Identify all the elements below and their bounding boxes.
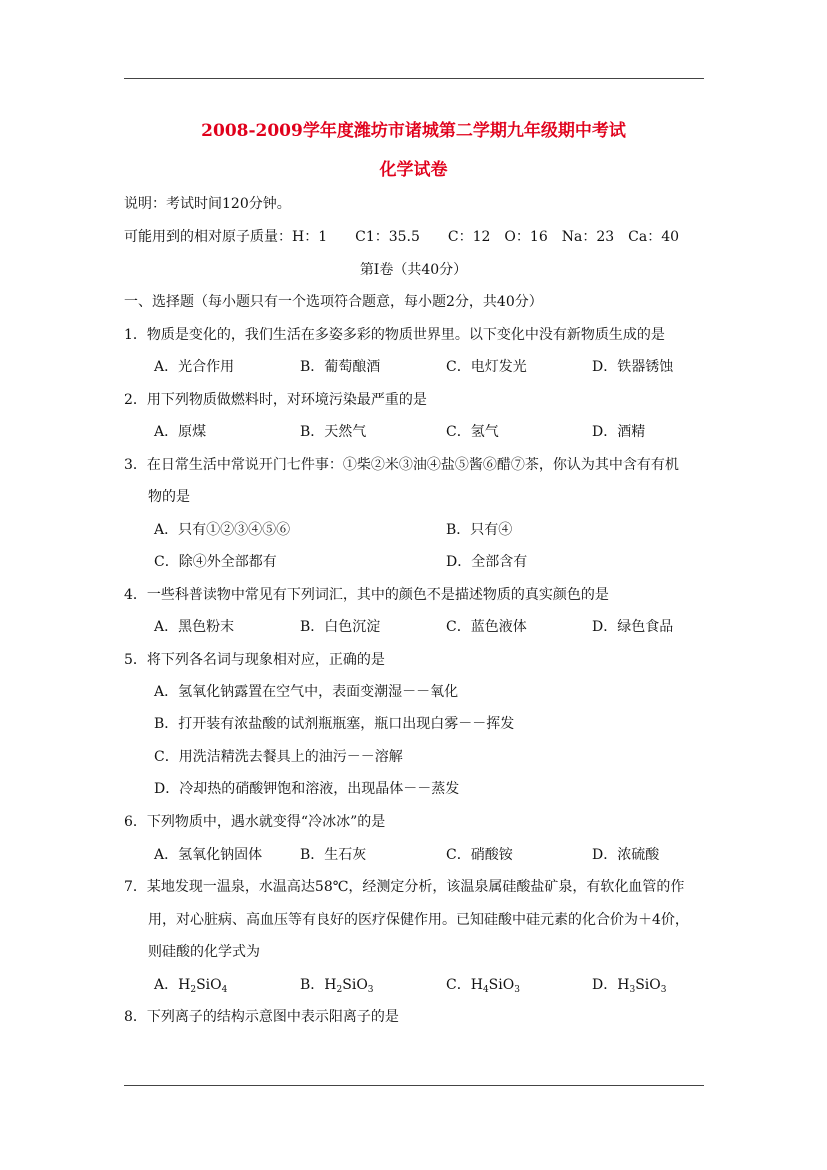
question-5-option-c: C．用洗洁精洗去餐具上的油污－－溶解: [154, 749, 403, 765]
question-4-option-c: C．蓝色液体: [446, 619, 527, 635]
subscript: 3: [660, 985, 667, 995]
question-3-option-d: D．全部含有: [446, 554, 528, 570]
question-6-option-a: A．氢氧化钠固体: [154, 847, 263, 863]
question-7-option-d: [592, 974, 666, 994]
question-6-option-b: B．生石灰: [300, 847, 367, 863]
question-4-option-b: B．白色沉淀: [300, 619, 381, 635]
header-rule: [124, 78, 704, 79]
formula-part: SiO: [196, 977, 222, 993]
question-6-option-c: C．硝酸铵: [446, 847, 513, 863]
formula-part: H: [470, 977, 483, 993]
question-1-option-d: D．铁器锈蚀: [592, 359, 674, 375]
question-3-option-c: C．除④外全部都有: [154, 554, 277, 570]
question-2-option-a: A．原煤: [154, 424, 207, 440]
option-label: C．: [446, 977, 471, 993]
subscript: 4: [482, 985, 489, 995]
subscript: 3: [629, 985, 636, 995]
question-7-stem-line-2: 用，对心脏病、高血压等有良好的医疗保健作用。已知硅酸中硅元素的化合价为＋4价，: [148, 912, 689, 928]
formula-part: H: [178, 977, 191, 993]
option-label: A．: [154, 977, 179, 993]
question-4-option-d: D．绿色食品: [592, 619, 674, 635]
question-7-option-a: [154, 974, 227, 994]
subscript: 4: [221, 985, 228, 995]
option-label: B．: [300, 977, 325, 993]
exam-note: 说明：考试时间120分钟。: [124, 196, 291, 212]
question-7-stem-line-1: 7．某地发现一温泉，水温高达58℃，经测定分析，该温泉属硅酸盐矿泉，有软化血管的作: [124, 879, 685, 895]
atomic-masses: 可能用到的相对原子质量：H：1 C1：35.5 C：12 O：16 Na：23 Ca：40: [124, 229, 680, 245]
part-heading: 一、选择题（每小题只有一个选项符合题意，每小题2分，共40分）: [124, 294, 543, 310]
question-7-option-b: [300, 974, 374, 994]
question-6-option-d: D．浓硫酸: [592, 847, 660, 863]
footer-rule: [124, 1085, 704, 1086]
exam-subtitle: 化学试卷: [379, 160, 448, 180]
question-1-option-a: A．光合作用: [154, 359, 235, 375]
question-2-stem: 2．用下列物质做燃料时，对环境污染最严重的是: [124, 392, 427, 408]
subscript: 2: [336, 985, 343, 995]
formula-part: SiO: [488, 977, 515, 993]
formula-part: H: [617, 977, 630, 993]
subscript: 3: [514, 985, 520, 995]
question-1-option-c: C．电灯发光: [446, 359, 527, 375]
option-label: D．: [592, 977, 618, 993]
question-3-option-a: A．只有①②③④⑤⑥: [154, 522, 291, 538]
question-5-option-b: B．打开装有浓盐酸的试剂瓶瓶塞，瓶口出现白雾－－挥发: [154, 716, 515, 732]
formula-part: SiO: [635, 977, 661, 993]
formula-part: H: [324, 977, 337, 993]
question-5-option-d: D．冷却热的硝酸钾饱和溶液，出现晶体－－蒸发: [154, 781, 460, 797]
question-4-option-a: A．黑色粉末: [154, 619, 235, 635]
question-2-option-b: B．天然气: [300, 424, 367, 440]
question-5-option-a: A．氢氧化钠露置在空气中，表面变潮湿－－氧化: [154, 684, 459, 700]
question-7-stem-line-3: 则硅酸的化学式为: [148, 944, 260, 960]
question-2-option-c: C．氢气: [446, 424, 499, 440]
question-3-stem-line-1: 3．在日常生活中常说开门七件事：①柴②米③油④盐⑤酱⑥醋⑦茶，你认为其中含有有机: [124, 457, 679, 473]
question-1-stem: 1．物质是变化的，我们生活在多姿多彩的物质世界里。以下变化中没有新物质生成的是: [124, 327, 665, 343]
question-6-stem: 6．下列物质中，遇水就变得“冷冰冰”的是: [124, 814, 386, 830]
question-3-stem-line-2: 物的是: [148, 489, 190, 505]
question-8-stem: 8．下列离子的结构示意图中表示阳离子的是: [124, 1009, 399, 1025]
question-2-option-d: D．酒精: [592, 424, 646, 440]
question-1-option-b: B．葡萄酿酒: [300, 359, 381, 375]
question-5-stem: 5．将下列各名词与现象相对应，正确的是: [124, 652, 385, 668]
section-title: 第Ⅰ卷（共40分）: [359, 262, 468, 278]
question-4-stem: 4．一些科普读物中常见有下列词汇，其中的颜色不是描述物质的真实颜色的是: [124, 587, 609, 603]
question-3-option-b: B．只有④: [446, 522, 513, 538]
subscript: 2: [190, 985, 197, 995]
exam-title: 2008-2009学年度潍坊市诸城第二学期九年级期中考试: [201, 121, 626, 141]
question-7-option-c: [446, 974, 520, 994]
formula-part: SiO: [342, 977, 368, 993]
subscript: 3: [367, 985, 374, 995]
